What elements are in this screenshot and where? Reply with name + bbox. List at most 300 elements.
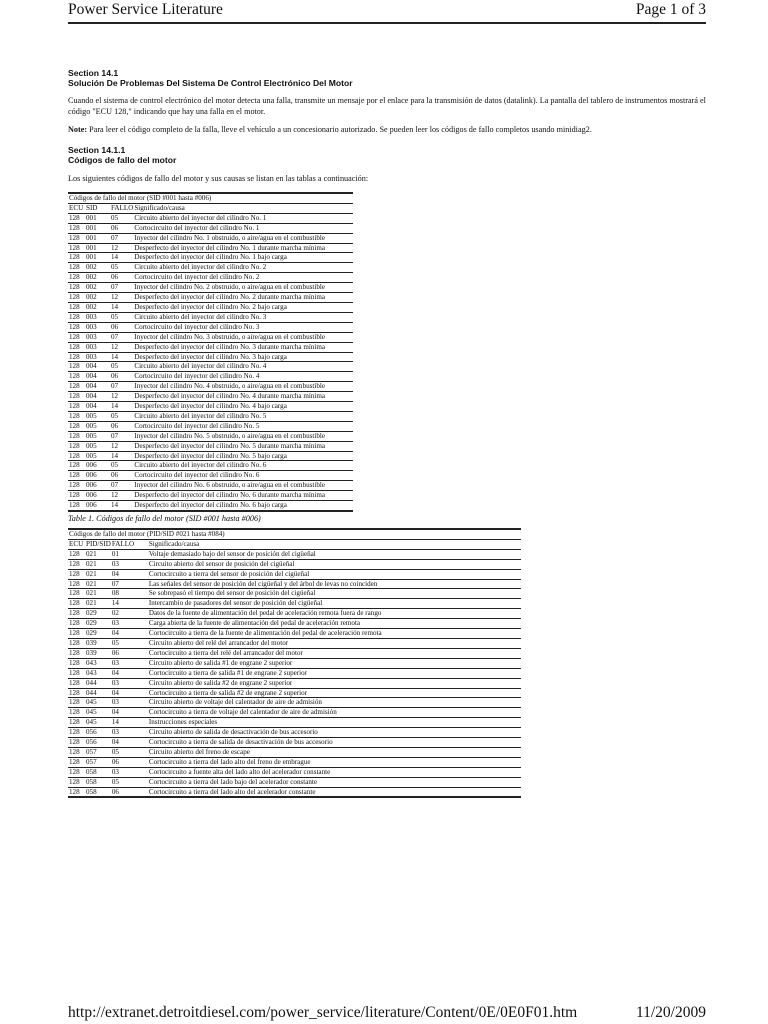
cell-ecu: 128 bbox=[68, 293, 85, 303]
cell-significado: Desperfecto del inyector del cilindro No. 1 durante marcha mínima bbox=[133, 243, 353, 253]
cell-code: 005 bbox=[85, 431, 110, 441]
table-row bbox=[68, 342, 353, 352]
cell-fallo: 07 bbox=[110, 283, 133, 293]
cell-code: 057 bbox=[85, 747, 111, 757]
header-significado: Significado/causa bbox=[133, 203, 353, 213]
fault-codes-table-1 bbox=[68, 192, 353, 512]
cell-ecu: 128 bbox=[68, 767, 85, 777]
cell-fallo: 14 bbox=[111, 718, 148, 728]
cell-ecu: 128 bbox=[68, 233, 85, 243]
cell-ecu: 128 bbox=[68, 213, 85, 223]
note-label: Note: bbox=[68, 125, 88, 134]
cell-significado: Cortocircuito a tierra del lado bajo del acelerador constante bbox=[148, 777, 521, 787]
cell-fallo: 06 bbox=[110, 372, 133, 382]
cell-ecu: 128 bbox=[68, 698, 85, 708]
cell-ecu: 128 bbox=[68, 342, 85, 352]
cell-code: 021 bbox=[85, 589, 111, 599]
cell-code: 029 bbox=[85, 619, 111, 629]
cell-ecu: 128 bbox=[68, 451, 85, 461]
cell-significado: Desperfecto del inyector del cilindro No. 6 bajo carga bbox=[133, 501, 353, 511]
cell-significado: Circuito abierto de salida de desactivación de bus accesorio bbox=[148, 728, 521, 738]
cell-significado: Inyector del cilindro No. 4 obstruido, o aire/agua en el combustible bbox=[133, 382, 353, 392]
cell-fallo: 14 bbox=[110, 451, 133, 461]
cell-ecu: 128 bbox=[68, 777, 85, 787]
cell-fallo: 03 bbox=[111, 767, 148, 777]
cell-significado: Desperfecto del inyector del cilindro No. 4 durante marcha mínima bbox=[133, 392, 353, 402]
cell-fallo: 06 bbox=[110, 421, 133, 431]
header-ecu: ECU bbox=[69, 203, 84, 212]
cell-ecu: 128 bbox=[68, 431, 85, 441]
cell-significado: Desperfecto del inyector del cilindro No. 3 durante marcha mínima bbox=[133, 342, 353, 352]
cell-code: 045 bbox=[85, 718, 111, 728]
cell-ecu: 128 bbox=[68, 757, 85, 767]
table-row bbox=[68, 322, 353, 332]
table-row bbox=[68, 589, 521, 599]
cell-code: 005 bbox=[85, 451, 110, 461]
cell-fallo: 04 bbox=[111, 688, 148, 698]
table-row bbox=[68, 738, 521, 748]
cell-code: 001 bbox=[85, 223, 110, 233]
cell-significado: Circuito abierto del inyector del cilindro No. 4 bbox=[133, 362, 353, 372]
cell-fallo: 06 bbox=[111, 757, 148, 767]
cell-fallo: 05 bbox=[111, 777, 148, 787]
cell-significado: Desperfecto del inyector del cilindro No. 6 durante marcha mínima bbox=[133, 491, 353, 501]
cell-significado: Cortocircuito a tierra del lado alto del freno de embrague bbox=[148, 757, 521, 767]
cell-code: 003 bbox=[85, 342, 110, 352]
cell-code: 058 bbox=[85, 767, 111, 777]
cell-ecu: 128 bbox=[68, 648, 85, 658]
cell-code: 001 bbox=[85, 243, 110, 253]
note-text: Para leer el código completo de la falla, lleve el vehículo a un concesionario autorizado. Se pueden leer los códigos de fallo completos usando minidiag2. bbox=[87, 125, 592, 134]
cell-significado: Cortocircuito a tierra del relé del arrancador del motor bbox=[148, 648, 521, 658]
cell-ecu: 128 bbox=[68, 549, 85, 559]
cell-code: 001 bbox=[85, 233, 110, 243]
table-row bbox=[68, 451, 353, 461]
cell-code: 029 bbox=[85, 629, 111, 639]
cell-ecu: 128 bbox=[68, 559, 85, 569]
cell-fallo: 12 bbox=[110, 293, 133, 303]
header-sid: SID bbox=[85, 203, 110, 213]
cell-ecu: 128 bbox=[68, 332, 85, 342]
list-intro: Los siguientes códigos de fallo del motor y sus causas se listan en las tablas a continuación: bbox=[68, 173, 369, 183]
cell-code: 002 bbox=[85, 273, 110, 283]
cell-code: 002 bbox=[85, 293, 110, 303]
table-row bbox=[68, 411, 353, 421]
cell-ecu: 128 bbox=[68, 382, 85, 392]
cell-fallo: 14 bbox=[110, 352, 133, 362]
cell-ecu: 128 bbox=[68, 708, 85, 718]
note-paragraph bbox=[68, 125, 708, 136]
cell-code: 002 bbox=[85, 302, 110, 312]
table-row bbox=[68, 728, 521, 738]
cell-fallo: 14 bbox=[111, 599, 148, 609]
cell-ecu: 128 bbox=[68, 609, 85, 619]
table-row bbox=[68, 431, 353, 441]
cell-fallo: 06 bbox=[110, 223, 133, 233]
cell-significado: Circuito abierto del freno de escape bbox=[148, 747, 521, 757]
cell-code: 004 bbox=[85, 402, 110, 412]
cell-significado: Cortocircuito del inyector del cilindro No. 5 bbox=[133, 421, 353, 431]
table2-caption: Códigos de fallo del motor (PID/SID #021 hasta #084) bbox=[68, 529, 521, 539]
table-row bbox=[68, 787, 521, 797]
cell-significado: Circuito abierto del inyector del cilindro No. 2 bbox=[133, 263, 353, 273]
table-row bbox=[68, 302, 353, 312]
cell-code: 002 bbox=[85, 263, 110, 273]
cell-fallo: 05 bbox=[110, 461, 133, 471]
cell-code: 039 bbox=[85, 648, 111, 658]
table-row bbox=[68, 501, 353, 511]
cell-fallo: 06 bbox=[110, 471, 133, 481]
cell-ecu: 128 bbox=[68, 688, 85, 698]
section-title: Solución De Problemas Del Sistema De Control Electrónico Del Motor bbox=[68, 78, 353, 88]
cell-ecu: 128 bbox=[68, 441, 85, 451]
cell-significado: Circuito abierto del inyector del cilindro No. 5 bbox=[133, 411, 353, 421]
table-row bbox=[68, 549, 521, 559]
cell-code: 003 bbox=[85, 332, 110, 342]
cell-code: 006 bbox=[85, 491, 110, 501]
cell-code: 039 bbox=[85, 638, 111, 648]
cell-code: 056 bbox=[85, 728, 111, 738]
cell-fallo: 05 bbox=[110, 411, 133, 421]
cell-fallo: 06 bbox=[110, 322, 133, 332]
cell-code: 006 bbox=[85, 481, 110, 491]
cell-ecu: 128 bbox=[68, 223, 85, 233]
cell-significado: Instrucciones especiales bbox=[148, 718, 521, 728]
cell-code: 004 bbox=[85, 372, 110, 382]
table-row bbox=[68, 312, 353, 322]
table-row bbox=[68, 233, 353, 243]
header-page-number: Page 1 of 3 bbox=[635, 1, 706, 18]
cell-fallo: 05 bbox=[111, 638, 148, 648]
cell-significado: Cortocircuito a tierra de salida #1 de engrane 2 superior bbox=[148, 668, 521, 678]
cell-fallo: 03 bbox=[111, 559, 148, 569]
cell-significado: Cortocircuito a fuente alta del lado alto del acelerador constante bbox=[148, 767, 521, 777]
cell-fallo: 07 bbox=[110, 481, 133, 491]
cell-code: 005 bbox=[85, 421, 110, 431]
cell-fallo: 01 bbox=[111, 549, 148, 559]
cell-ecu: 128 bbox=[68, 243, 85, 253]
table1-header-row bbox=[68, 203, 353, 213]
cell-code: 021 bbox=[85, 599, 111, 609]
cell-ecu: 128 bbox=[68, 619, 85, 629]
cell-ecu: 128 bbox=[68, 302, 85, 312]
cell-significado: Voltaje demasiado bajo del sensor de posición del cigüeñal bbox=[148, 549, 521, 559]
cell-code: 004 bbox=[85, 382, 110, 392]
cell-code: 006 bbox=[85, 471, 110, 481]
cell-significado: Cortocircuito del inyector del cilindro No. 1 bbox=[133, 223, 353, 233]
cell-fallo: 04 bbox=[111, 668, 148, 678]
cell-ecu: 128 bbox=[68, 421, 85, 431]
cell-fallo: 05 bbox=[110, 213, 133, 223]
cell-fallo: 05 bbox=[111, 747, 148, 757]
cell-ecu: 128 bbox=[68, 253, 85, 263]
cell-significado: Cortocircuito del inyector del cilindro No. 6 bbox=[133, 471, 353, 481]
table-row bbox=[68, 708, 521, 718]
footer-date: 11/20/2009 bbox=[635, 1004, 706, 1021]
table-row bbox=[68, 421, 353, 431]
table-row bbox=[68, 678, 521, 688]
header-significado: Significado/causa bbox=[148, 539, 521, 549]
cell-fallo: 12 bbox=[110, 243, 133, 253]
cell-fallo: 12 bbox=[110, 491, 133, 501]
cell-ecu: 128 bbox=[68, 787, 85, 797]
cell-ecu: 128 bbox=[68, 322, 85, 332]
fault-codes-table-2 bbox=[68, 528, 521, 798]
cell-code: 021 bbox=[85, 569, 111, 579]
cell-significado: Desperfecto del inyector del cilindro No. 3 bajo carga bbox=[133, 352, 353, 362]
cell-significado: Desperfecto del inyector del cilindro No. 1 bajo carga bbox=[133, 253, 353, 263]
cell-fallo: 06 bbox=[110, 273, 133, 283]
cell-fallo: 02 bbox=[111, 609, 148, 619]
cell-significado: Cortocircuito a tierra de salida de desactivación de bus accesorio bbox=[148, 738, 521, 748]
table-row bbox=[68, 372, 353, 382]
cell-code: 006 bbox=[85, 501, 110, 511]
cell-significado: Circuito abierto del inyector del cilindro No. 3 bbox=[133, 312, 353, 322]
cell-fallo: 05 bbox=[110, 312, 133, 322]
cell-code: 044 bbox=[85, 688, 111, 698]
table-row bbox=[68, 599, 521, 609]
table-row bbox=[68, 243, 353, 253]
cell-fallo: 14 bbox=[110, 302, 133, 312]
cell-significado: Circuito abierto del sensor de posición del cigüeñal bbox=[148, 559, 521, 569]
cell-code: 004 bbox=[85, 392, 110, 402]
table-row bbox=[68, 362, 353, 372]
cell-code: 002 bbox=[85, 283, 110, 293]
document-body bbox=[68, 68, 708, 798]
cell-ecu: 128 bbox=[68, 638, 85, 648]
cell-significado: Circuito abierto de voltaje del calentador de aire de admisión bbox=[148, 698, 521, 708]
cell-significado: Inyector del cilindro No. 6 obstruido, o aire/agua en el combustible bbox=[133, 481, 353, 491]
cell-code: 021 bbox=[85, 559, 111, 569]
cell-significado: Se sobrepasó el tiempo del sensor de posición del cigüeñal bbox=[148, 589, 521, 599]
header-rule bbox=[68, 22, 706, 24]
cell-fallo: 14 bbox=[110, 402, 133, 412]
cell-fallo: 05 bbox=[110, 362, 133, 372]
cell-fallo: 04 bbox=[111, 708, 148, 718]
cell-ecu: 128 bbox=[68, 263, 85, 273]
cell-code: 058 bbox=[85, 787, 111, 797]
cell-ecu: 128 bbox=[68, 362, 85, 372]
subsection-title: Códigos de fallo del motor bbox=[68, 154, 177, 165]
cell-ecu: 128 bbox=[68, 312, 85, 322]
cell-code: 044 bbox=[85, 678, 111, 688]
cell-fallo: 07 bbox=[111, 579, 148, 589]
cell-ecu: 128 bbox=[68, 471, 85, 481]
table-row bbox=[68, 668, 521, 678]
cell-fallo: 14 bbox=[110, 501, 133, 511]
cell-significado: Desperfecto del inyector del cilindro No. 4 bajo carga bbox=[133, 402, 353, 412]
cell-fallo: 06 bbox=[111, 648, 148, 658]
cell-ecu: 128 bbox=[68, 569, 85, 579]
cell-ecu: 128 bbox=[68, 678, 85, 688]
cell-significado: Circuito abierto de salida #2 de engrane 2 superior bbox=[148, 678, 521, 688]
cell-fallo: 14 bbox=[110, 253, 133, 263]
cell-code: 043 bbox=[85, 668, 111, 678]
cell-code: 056 bbox=[85, 738, 111, 748]
table-row bbox=[68, 352, 353, 362]
cell-code: 003 bbox=[85, 352, 110, 362]
cell-fallo: 03 bbox=[111, 619, 148, 629]
cell-code: 006 bbox=[85, 461, 110, 471]
cell-significado: Circuito abierto de salida #1 de engrane 2 superior bbox=[148, 658, 521, 668]
page-footer bbox=[68, 1003, 706, 1023]
header-title: Power Service Literature bbox=[68, 1, 223, 18]
cell-fallo: 12 bbox=[110, 342, 133, 352]
cell-ecu: 128 bbox=[68, 589, 85, 599]
section-number: Section 14.1 bbox=[68, 68, 119, 78]
cell-fallo: 12 bbox=[110, 441, 133, 451]
cell-significado: Inyector del cilindro No. 2 obstruido, o aire/agua en el combustible bbox=[133, 283, 353, 293]
header-ecu: ECU bbox=[69, 539, 84, 548]
table-row bbox=[68, 629, 521, 639]
cell-fallo: 03 bbox=[111, 698, 148, 708]
cell-ecu: 128 bbox=[68, 352, 85, 362]
cell-significado: Desperfecto del inyector del cilindro No. 2 bajo carga bbox=[133, 302, 353, 312]
cell-fallo: 08 bbox=[111, 589, 148, 599]
cell-fallo: 04 bbox=[111, 569, 148, 579]
cell-code: 003 bbox=[85, 322, 110, 332]
cell-code: 005 bbox=[85, 411, 110, 421]
table-row bbox=[68, 648, 521, 658]
cell-fallo: 05 bbox=[110, 263, 133, 273]
cell-code: 001 bbox=[85, 213, 110, 223]
cell-ecu: 128 bbox=[68, 738, 85, 748]
cell-ecu: 128 bbox=[68, 481, 85, 491]
cell-ecu: 128 bbox=[68, 392, 85, 402]
intro-paragraph: Cuando el sistema de control electrónico del motor detecta una falla, transmite un mensaje por el enlace para la transmisión de datos (datalink). La pantalla del tablero de instrumentos mostrará el código "ECU 128," indicando que hay una falla en el motor. bbox=[68, 96, 706, 116]
table-row bbox=[68, 293, 353, 303]
table-row bbox=[68, 283, 353, 293]
cell-significado: Circuito abierto del relé del arrancador del motor bbox=[148, 638, 521, 648]
cell-ecu: 128 bbox=[68, 579, 85, 589]
cell-significado: Cortocircuito del inyector del cilindro No. 4 bbox=[133, 372, 353, 382]
table-row bbox=[68, 491, 353, 501]
table1-caption: Códigos de fallo del motor (SID #001 hasta #006) bbox=[68, 193, 353, 203]
table-row bbox=[68, 402, 353, 412]
table-row bbox=[68, 569, 521, 579]
cell-significado: Cortocircuito a tierra de la fuente de alimentación del pedal de aceleración remota bbox=[148, 629, 521, 639]
cell-code: 029 bbox=[85, 609, 111, 619]
cell-ecu: 128 bbox=[68, 283, 85, 293]
cell-fallo: 03 bbox=[111, 678, 148, 688]
cell-significado: Inyector del cilindro No. 5 obstruido, o aire/agua en el combustible bbox=[133, 431, 353, 441]
cell-significado: Cortocircuito a tierra de salida #2 de engrane 2 superior bbox=[148, 688, 521, 698]
cell-significado: Intercambio de pasadores del sensor de posición del cigüeñal bbox=[148, 599, 521, 609]
cell-fallo: 07 bbox=[110, 431, 133, 441]
subsection-heading bbox=[68, 145, 708, 165]
cell-ecu: 128 bbox=[68, 728, 85, 738]
cell-fallo: 07 bbox=[110, 382, 133, 392]
cell-fallo: 04 bbox=[111, 629, 148, 639]
table2-header-row bbox=[68, 539, 521, 549]
header-fallo: FALLO bbox=[111, 539, 148, 549]
cell-significado: Cortocircuito a tierra de voltaje del calentador de aire de admisión bbox=[148, 708, 521, 718]
table-row bbox=[68, 461, 353, 471]
table-row bbox=[68, 777, 521, 787]
table-row bbox=[68, 718, 521, 728]
cell-code: 005 bbox=[85, 441, 110, 451]
cell-significado: Cortocircuito a tierra del sensor de posición del cigüeñal bbox=[148, 569, 521, 579]
table-row bbox=[68, 609, 521, 619]
cell-significado: Cortocircuito del inyector del cilindro No. 3 bbox=[133, 322, 353, 332]
cell-significado: Inyector del cilindro No. 1 obstruido, o aire/agua en el combustible bbox=[133, 233, 353, 243]
table1-bottom-caption: Table 1. Códigos de fallo del motor (SID #001 hasta #006) bbox=[68, 514, 261, 523]
cell-code: 021 bbox=[85, 579, 111, 589]
cell-ecu: 128 bbox=[68, 491, 85, 501]
cell-significado: Datos de la fuente de alimentación del pedal de aceleración remota fuera de rango bbox=[148, 609, 521, 619]
table-row bbox=[68, 688, 521, 698]
table-row bbox=[68, 658, 521, 668]
cell-fallo: 03 bbox=[111, 658, 148, 668]
cell-code: 057 bbox=[85, 757, 111, 767]
table-row bbox=[68, 213, 353, 223]
subsection-number: Section 14.1.1 bbox=[68, 144, 126, 155]
cell-ecu: 128 bbox=[68, 718, 85, 728]
cell-code: 058 bbox=[85, 777, 111, 787]
cell-ecu: 128 bbox=[68, 668, 85, 678]
cell-ecu: 128 bbox=[68, 411, 85, 421]
cell-ecu: 128 bbox=[68, 747, 85, 757]
header-pid-sid: PID/SID bbox=[86, 539, 111, 548]
table-row bbox=[68, 223, 353, 233]
cell-significado: Desperfecto del inyector del cilindro No. 5 durante marcha mínima bbox=[133, 441, 353, 451]
table-row bbox=[68, 382, 353, 392]
table-row bbox=[68, 698, 521, 708]
cell-significado: Inyector del cilindro No. 3 obstruido, o aire/agua en el combustible bbox=[133, 332, 353, 342]
cell-significado: Cortocircuito a tierra del lado alto del acelerador constante bbox=[148, 787, 521, 797]
cell-fallo: 04 bbox=[111, 738, 148, 748]
table-row bbox=[68, 757, 521, 767]
cell-fallo: 07 bbox=[110, 332, 133, 342]
table-row bbox=[68, 332, 353, 342]
cell-fallo: 03 bbox=[111, 728, 148, 738]
cell-significado: Desperfecto del inyector del cilindro No. 2 durante marcha mínima bbox=[133, 293, 353, 303]
header-fallo: FALLO bbox=[111, 203, 134, 212]
table-row bbox=[68, 392, 353, 402]
cell-code: 021 bbox=[85, 549, 111, 559]
cell-significado: Carga abierta de la fuente de alimentación del pedal de aceleración remota bbox=[148, 619, 521, 629]
cell-code: 045 bbox=[85, 698, 111, 708]
cell-ecu: 128 bbox=[68, 372, 85, 382]
table-row bbox=[68, 638, 521, 648]
table-row bbox=[68, 471, 353, 481]
table-row bbox=[68, 559, 521, 569]
cell-ecu: 128 bbox=[68, 658, 85, 668]
cell-significado: Circuito abierto del inyector del cilindro No. 6 bbox=[133, 461, 353, 471]
cell-code: 004 bbox=[85, 362, 110, 372]
cell-ecu: 128 bbox=[68, 402, 85, 412]
cell-ecu: 128 bbox=[68, 273, 85, 283]
table-row bbox=[68, 619, 521, 629]
cell-code: 003 bbox=[85, 312, 110, 322]
cell-fallo: 12 bbox=[110, 392, 133, 402]
cell-significado: Desperfecto del inyector del cilindro No. 5 bajo carga bbox=[133, 451, 353, 461]
table-row bbox=[68, 579, 521, 589]
table-row bbox=[68, 747, 521, 757]
table-row bbox=[68, 441, 353, 451]
cell-ecu: 128 bbox=[68, 599, 85, 609]
cell-significado: Circuito abierto del inyector del cilindro No. 1 bbox=[133, 213, 353, 223]
cell-ecu: 128 bbox=[68, 501, 85, 511]
cell-ecu: 128 bbox=[68, 461, 85, 471]
table-row bbox=[68, 273, 353, 283]
cell-ecu: 128 bbox=[68, 629, 85, 639]
table-row bbox=[68, 481, 353, 491]
cell-significado: Cortocircuito del inyector del cilindro No. 2 bbox=[133, 273, 353, 283]
cell-fallo: 07 bbox=[110, 233, 133, 243]
footer-url: http://extranet.detroitdiesel.com/power_service/literature/Content/0E/0E0F01.htm bbox=[68, 1004, 578, 1021]
cell-code: 045 bbox=[85, 708, 111, 718]
